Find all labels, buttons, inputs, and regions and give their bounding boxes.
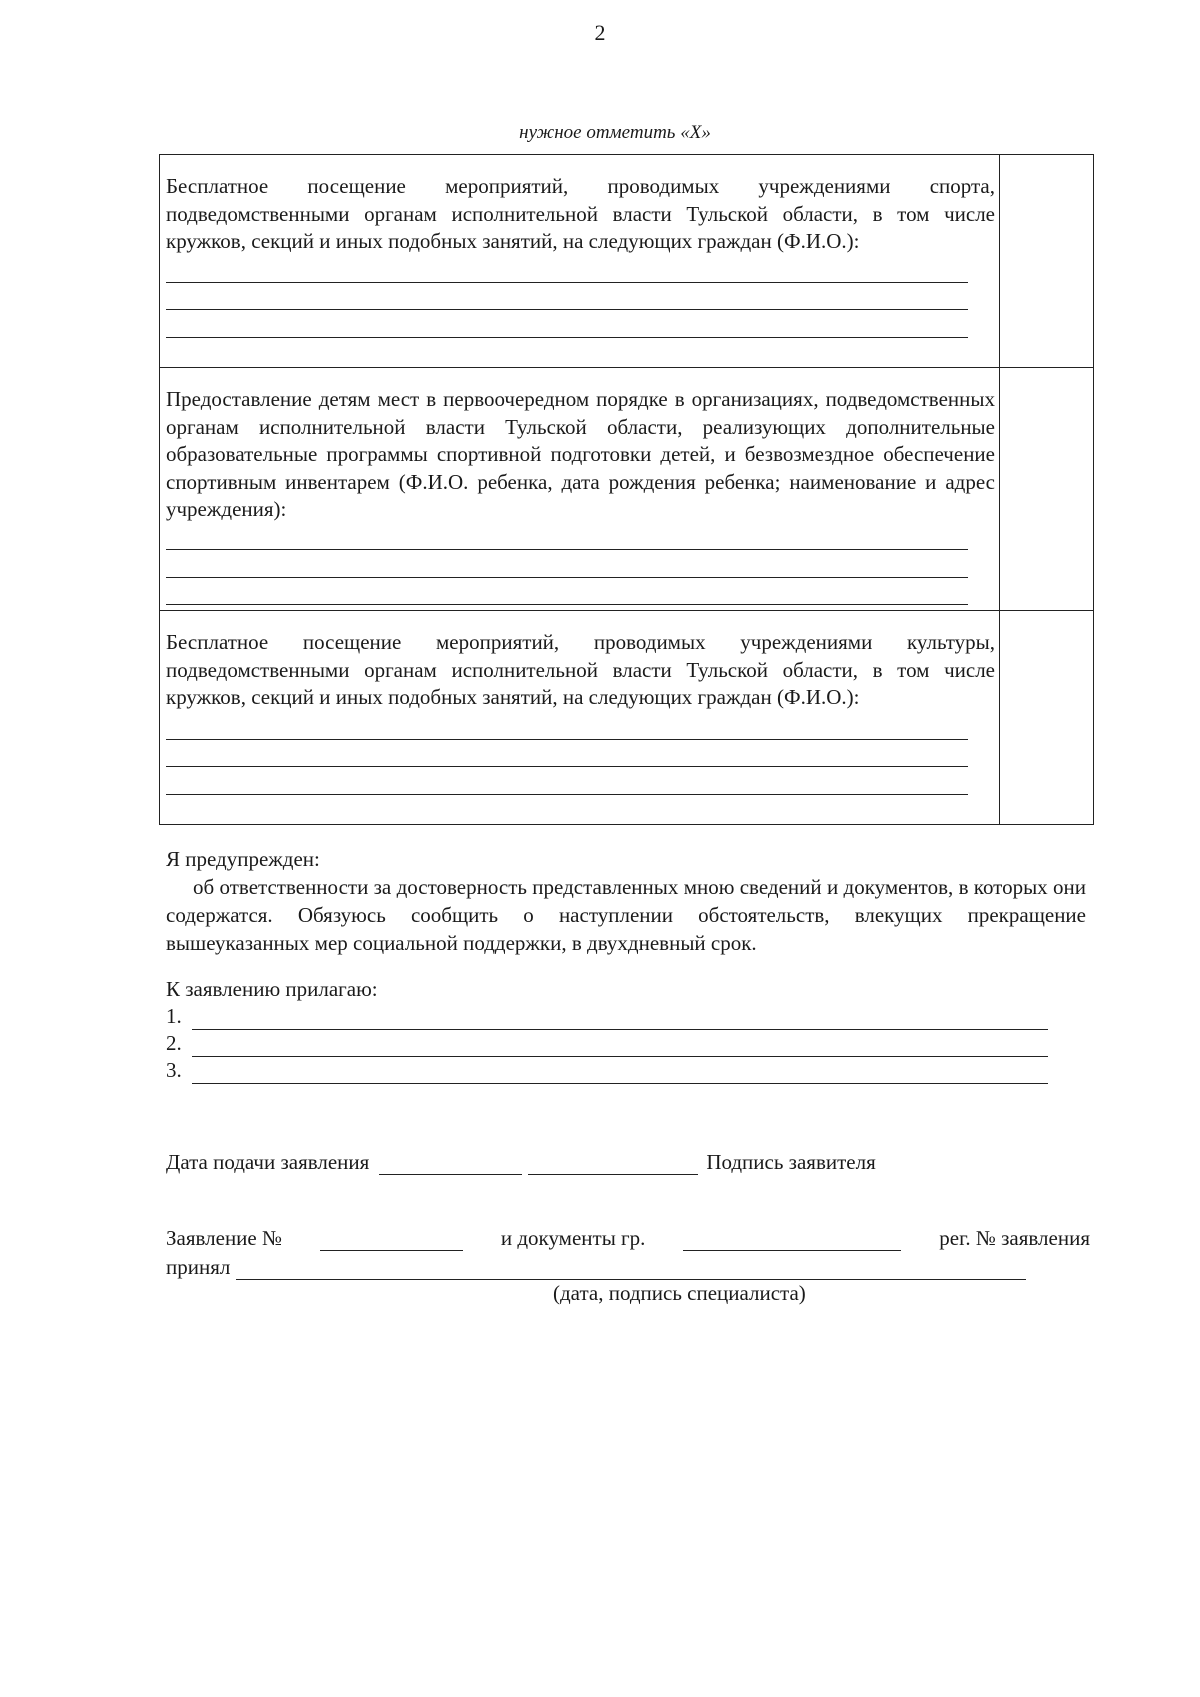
attachment-fill-line[interactable] <box>192 1036 1048 1057</box>
submission-date-label: Дата подачи заявления <box>166 1150 370 1174</box>
warning-heading: Я предупрежден: <box>166 847 320 871</box>
fill-line[interactable] <box>166 740 968 767</box>
instruction-note: нужное отметить «Х» <box>519 122 711 143</box>
attachment-number: 1. <box>166 1004 182 1028</box>
option-row <box>160 368 1094 611</box>
option-description <box>160 611 1000 825</box>
page-number: 2 <box>594 20 606 45</box>
warning-text: об ответственности за достоверность представленных мною сведений и документов, в которых они содержатся. Обязуюсь сообщить о наступлении обстоятельств, влекущих прекращение вышеуказанных мер социальной поддержки, в двухдневный срок. <box>166 875 1086 955</box>
warning-block <box>166 845 1086 957</box>
fill-line[interactable] <box>166 578 968 605</box>
applicant-signature-field[interactable] <box>528 1154 698 1175</box>
attachment-number: 3. <box>166 1058 182 1082</box>
checkbox-cell[interactable] <box>1000 611 1094 825</box>
attachment-fill-line[interactable] <box>192 1063 1048 1084</box>
attachment-item <box>166 1030 1066 1057</box>
checkbox-cell[interactable] <box>1000 155 1094 368</box>
option-text: Бесплатное посещение мероприятий, проводимых учреждениями культуры, подведомственными органам исполнительной власти Тульской области, в том числе кружков, секций и иных подобных занятий, на следующих граждан (Ф.И.О.): <box>166 630 995 709</box>
submission-date-field[interactable] <box>379 1154 522 1175</box>
fill-line[interactable] <box>166 550 968 578</box>
submission-line <box>166 1150 876 1175</box>
fill-line[interactable] <box>166 767 968 795</box>
options-table <box>159 154 1094 825</box>
option-row <box>160 611 1094 825</box>
option-text: Бесплатное посещение мероприятий, проводимых учреждениями спорта, подведомственными органам исполнительной власти Тульской области, в том числе кружков, секций и иных подобных занятий, на следующих граждан (Ф.И.О.): <box>166 174 995 253</box>
fill-line[interactable] <box>166 310 968 338</box>
citizen-name-field[interactable] <box>683 1230 901 1251</box>
fill-line[interactable] <box>166 269 968 283</box>
attachment-item <box>166 1003 1066 1030</box>
attachments-block <box>166 976 1066 1084</box>
registration-number-label: рег. № заявления <box>939 1226 1090 1250</box>
attachment-fill-line[interactable] <box>192 1009 1048 1030</box>
option-description <box>160 155 1000 368</box>
application-number-field[interactable] <box>320 1230 463 1251</box>
attachments-heading: К заявлению прилагаю: <box>166 977 378 1001</box>
applicant-signature-label: Подпись заявителя <box>706 1150 876 1174</box>
application-number-label: Заявление № <box>166 1226 283 1250</box>
specialist-caption: (дата, подпись специалиста) <box>553 1281 806 1305</box>
fill-line[interactable] <box>166 726 968 740</box>
attachment-number: 2. <box>166 1031 182 1055</box>
fill-line[interactable] <box>166 535 968 550</box>
documents-label: и документы гр. <box>500 1226 646 1250</box>
specialist-signature-field[interactable] <box>236 1259 1026 1280</box>
checkbox-cell[interactable] <box>1000 368 1094 611</box>
attachment-item <box>166 1057 1066 1084</box>
option-row <box>160 155 1094 368</box>
accepted-label: принял <box>166 1255 231 1279</box>
accepted-line <box>166 1255 1090 1280</box>
option-text: Предоставление детям мест в первоочередном порядке в организациях, подведомственных органам исполнительной власти Тульской области, реализующих дополнительные образовательные программы спортивной подготовки детей, и безвозмездное обеспечение спортивным инвентарем (Ф.И.О. ребенка, дата рождения ребенка; наименование и адрес учреждения): <box>166 387 995 521</box>
receipt-line <box>166 1226 1090 1251</box>
fill-line[interactable] <box>166 283 968 310</box>
option-description <box>160 368 1000 611</box>
receipt-block <box>166 1226 1090 1280</box>
